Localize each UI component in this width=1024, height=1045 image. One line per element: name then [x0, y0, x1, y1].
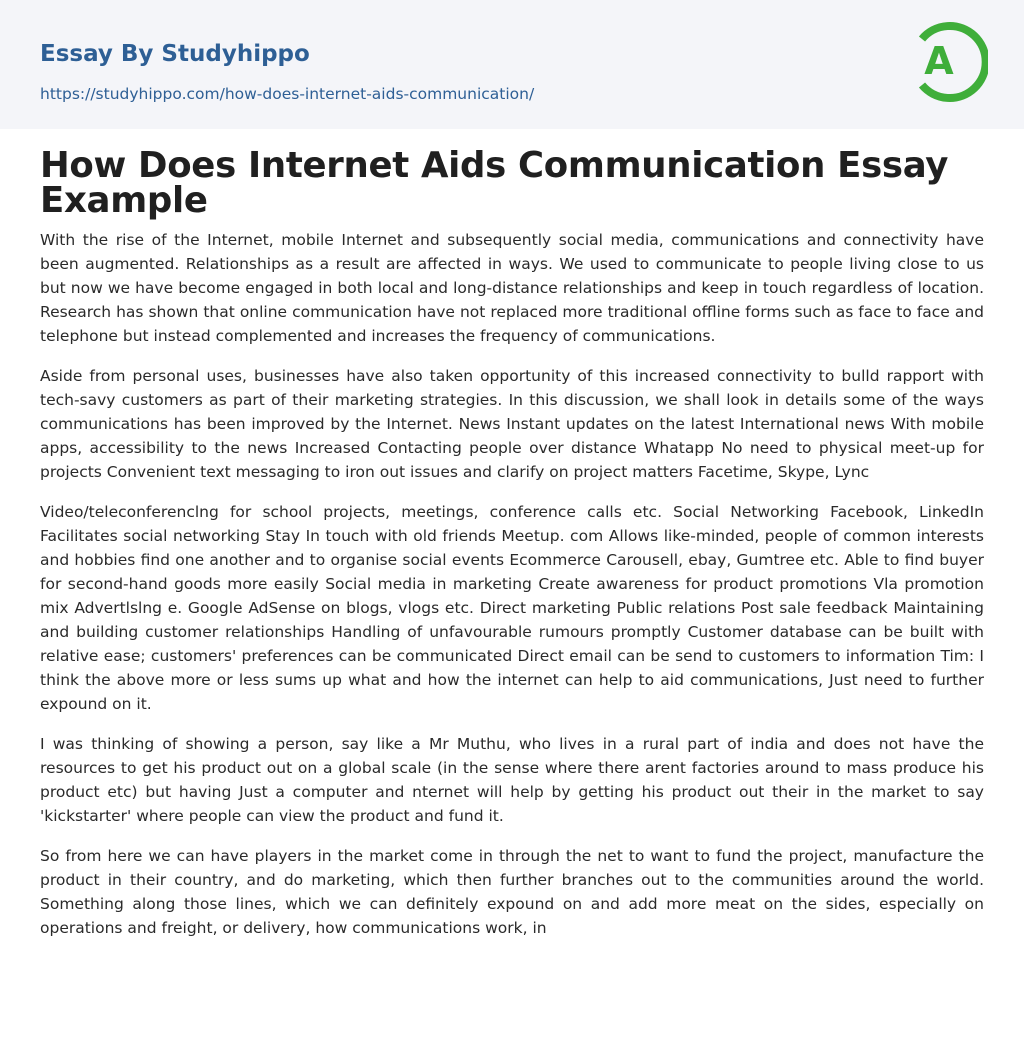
site-brand[interactable]: Essay By Studyhippo	[40, 41, 310, 67]
paragraph: Aside from personal uses, businesses have also taken opportunity of this increased connectivity to bulld rapport with tech-savy customers as part of their marketing strategies. In this discussion, we shall look in details some of the ways communications has been improved by the Internet. News Instant updates on the latest International news With mobile apps, accessibility to the news Increased Contacting people over distance Whatapp No need to physical meet-up for projects Convenient text messaging to iron out issues and clarify on project matters Facetime, Skype, Lync	[40, 367, 984, 481]
studyhippo-logo-icon[interactable]	[910, 19, 988, 105]
page-title: How Does Internet Aids Communication Essay Example	[40, 145, 949, 221]
page-url-link[interactable]: https://studyhippo.com/how-does-internet-aids-communication/	[40, 85, 535, 103]
site-header	[0, 0, 1024, 129]
paragraph: Video/teleconferenclng for school projects, meetings, conference calls etc. Social Networking Facebook, LinkedIn Facilitates social networking Stay In touch with old friends Meetup. com Allows like-minded, people of common interests and hobbies find one another and to organise social events Ecommerce Carousell, ebay, Gumtree etc. Able to find buyer for second-hand goods more easily Social media in marketing Create awareness for product promotions Vla promotion mix Advertlslng e. Google AdSense on blogs, vlogs etc. Direct marketing Public relations Post sale feedback Maintaining and building customer relationships Handling of unfavourable rumours promptly Customer database can be built with relative ease; customers' preferences can be communicated Direct email can be send to customers to information Tim: I think the above more or less sums up what and how the internet can help to aid communications, Just need to further expound on it.	[40, 503, 984, 713]
paragraph: I was thinking of showing a person, say like a Mr Muthu, who lives in a rural part of india and does not have the resources to get his product out on a global scale (in the sense where there arent factories around to mass produce his product etc) but having Just a computer and nternet will help by getting his product out their in the market to say 'kickstarter' where people can view the product and fund it.	[40, 735, 984, 825]
article-body	[40, 228, 984, 940]
paragraph: So from here we can have players in the market come in through the net to want to fund the project, manufacture the product in their country, and do marketing, which then further branches out to the communities around the world. Something along those lines, which we can definitely expound on and add more meat on the sides, especially on operations and freight, or delivery, how communications work, in	[40, 847, 984, 937]
article	[40, 145, 984, 956]
paragraph: With the rise of the Internet, mobile Internet and subsequently social media, communications and connectivity have been augmented. Relationships as a result are affected in ways. We used to communicate to people living close to us but now we have become engaged in both local and long-distance relationships and keep in touch regardless of location. Research has shown that online communication have not replaced more traditional offline forms such as face to face and telephone but instead complemented and increases the frequency of communications.	[40, 231, 984, 345]
logo-letter: A	[924, 39, 954, 83]
